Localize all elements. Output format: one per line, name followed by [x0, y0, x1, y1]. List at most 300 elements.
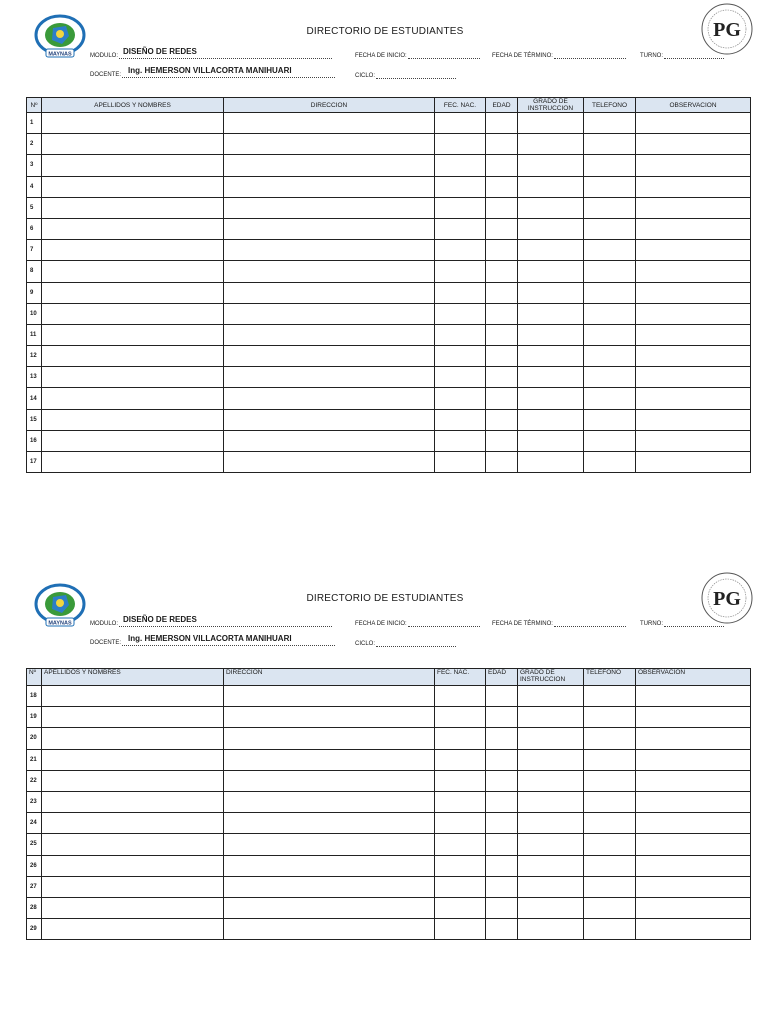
- col-header-observation: OBSERVACION: [636, 669, 751, 686]
- table-cell[interactable]: [486, 707, 518, 728]
- row-number: 15: [27, 409, 42, 430]
- table-row: [27, 197, 751, 218]
- table-cell[interactable]: [42, 813, 224, 834]
- table-cell[interactable]: [224, 452, 435, 473]
- table-cell[interactable]: [518, 791, 584, 812]
- table-cell[interactable]: [42, 346, 224, 367]
- table-cell[interactable]: [224, 324, 435, 345]
- table-cell[interactable]: [636, 155, 751, 176]
- table-cell[interactable]: [42, 897, 224, 918]
- table-cell[interactable]: [518, 367, 584, 388]
- table-cell[interactable]: [518, 897, 584, 918]
- table-cell[interactable]: [584, 240, 636, 261]
- table-row: [27, 749, 751, 770]
- svg-text:MAYNAS: MAYNAS: [48, 620, 72, 627]
- col-header-education: GRADO DE INSTRUCCION: [518, 669, 584, 686]
- col-header-age: EDAD: [486, 669, 518, 686]
- table-cell[interactable]: [224, 261, 435, 282]
- table-cell[interactable]: [636, 282, 751, 303]
- row-number: 18: [27, 686, 42, 707]
- table-cell[interactable]: [224, 197, 435, 218]
- col-header-names: APELLIDOS Y NOMBRES: [42, 669, 224, 686]
- table-cell[interactable]: [42, 855, 224, 876]
- table-cell[interactable]: [224, 430, 435, 451]
- col-header-phone: TELEFONO: [584, 669, 636, 686]
- row-number: 6: [27, 218, 42, 239]
- docente-field: [90, 634, 335, 646]
- table-cell[interactable]: [636, 834, 751, 855]
- table-cell[interactable]: [518, 282, 584, 303]
- table-cell[interactable]: [224, 155, 435, 176]
- table-cell[interactable]: [224, 113, 435, 134]
- table-row: [27, 113, 751, 134]
- table-cell[interactable]: [584, 113, 636, 134]
- table-row: [27, 261, 751, 282]
- table-cell[interactable]: [584, 197, 636, 218]
- table-cell[interactable]: [435, 791, 486, 812]
- table-cell[interactable]: [518, 197, 584, 218]
- table-cell[interactable]: [584, 134, 636, 155]
- col-header-birthdate: FEC. NAC.: [435, 669, 486, 686]
- docente-label: DOCENTE:: [90, 72, 122, 78]
- table-cell[interactable]: [435, 897, 486, 918]
- table-cell[interactable]: [584, 261, 636, 282]
- table-row: [27, 282, 751, 303]
- table-cell[interactable]: [224, 176, 435, 197]
- table-cell[interactable]: [636, 855, 751, 876]
- table-row: [27, 728, 751, 749]
- table-cell[interactable]: [435, 770, 486, 791]
- table-cell[interactable]: [636, 707, 751, 728]
- table-cell[interactable]: [224, 855, 435, 876]
- table-cell[interactable]: [584, 452, 636, 473]
- table-cell[interactable]: [486, 367, 518, 388]
- table-cell[interactable]: [486, 388, 518, 409]
- table-cell[interactable]: [486, 113, 518, 134]
- table-header-row: [27, 669, 751, 686]
- table-row: [27, 430, 751, 451]
- table-cell[interactable]: [584, 749, 636, 770]
- table-cell[interactable]: [636, 324, 751, 345]
- table-cell[interactable]: [636, 346, 751, 367]
- table-cell[interactable]: [518, 303, 584, 324]
- table-cell[interactable]: [636, 218, 751, 239]
- table-cell[interactable]: [486, 855, 518, 876]
- table-cell[interactable]: [518, 261, 584, 282]
- table-cell[interactable]: [486, 155, 518, 176]
- col-header-address: DIRECCION: [224, 98, 435, 113]
- table-cell[interactable]: [224, 367, 435, 388]
- turno-field: [640, 52, 724, 59]
- table-cell[interactable]: [224, 686, 435, 707]
- table-cell[interactable]: [486, 282, 518, 303]
- table-cell[interactable]: [584, 346, 636, 367]
- table-cell[interactable]: [42, 430, 224, 451]
- table-cell[interactable]: [584, 388, 636, 409]
- table-cell[interactable]: [224, 834, 435, 855]
- row-number: 13: [27, 367, 42, 388]
- table-cell[interactable]: [486, 919, 518, 940]
- turno-label: TURNO:: [640, 53, 663, 59]
- table-cell[interactable]: [486, 197, 518, 218]
- row-number: 17: [27, 452, 42, 473]
- table-cell[interactable]: [42, 367, 224, 388]
- table-cell[interactable]: [518, 155, 584, 176]
- table-cell[interactable]: [224, 876, 435, 897]
- table-cell[interactable]: [518, 240, 584, 261]
- table-cell[interactable]: [42, 155, 224, 176]
- fecha-termino-field: [492, 52, 626, 59]
- table-cell[interactable]: [224, 749, 435, 770]
- row-number: 4: [27, 176, 42, 197]
- table-cell[interactable]: [584, 876, 636, 897]
- table-cell[interactable]: [486, 303, 518, 324]
- table-cell[interactable]: [636, 770, 751, 791]
- ciclo-field: [355, 640, 456, 647]
- table-cell[interactable]: [518, 388, 584, 409]
- table-cell[interactable]: [636, 176, 751, 197]
- table-cell[interactable]: [584, 791, 636, 812]
- table-cell[interactable]: [486, 813, 518, 834]
- table-cell[interactable]: [518, 346, 584, 367]
- table-cell[interactable]: [584, 303, 636, 324]
- ciclo-label: CICLO:: [355, 641, 376, 647]
- table-cell[interactable]: [518, 749, 584, 770]
- turno-label: TURNO:: [640, 621, 663, 627]
- table-cell[interactable]: [518, 176, 584, 197]
- table-cell[interactable]: [486, 876, 518, 897]
- students-table: [26, 97, 751, 473]
- table-header-row: [27, 98, 751, 113]
- table-cell[interactable]: [42, 324, 224, 345]
- table-cell[interactable]: [486, 749, 518, 770]
- table-cell[interactable]: [636, 876, 751, 897]
- table-cell[interactable]: [224, 346, 435, 367]
- table-cell[interactable]: [518, 770, 584, 791]
- table-cell[interactable]: [42, 876, 224, 897]
- table-cell[interactable]: [486, 791, 518, 812]
- fecha-inicio-field: [355, 52, 480, 59]
- table-row: [27, 686, 751, 707]
- table-row: [27, 176, 751, 197]
- table-cell[interactable]: [584, 834, 636, 855]
- table-cell[interactable]: [224, 770, 435, 791]
- table-cell[interactable]: [486, 770, 518, 791]
- table-cell[interactable]: [224, 388, 435, 409]
- table-cell[interactable]: [42, 134, 224, 155]
- row-number: 1: [27, 113, 42, 134]
- table-cell[interactable]: [224, 897, 435, 918]
- table-cell[interactable]: [42, 409, 224, 430]
- table-cell[interactable]: [518, 834, 584, 855]
- table-cell[interactable]: [435, 749, 486, 770]
- table-cell[interactable]: [435, 686, 486, 707]
- table-cell[interactable]: [636, 791, 751, 812]
- table-cell[interactable]: [584, 897, 636, 918]
- table-cell[interactable]: [435, 346, 486, 367]
- docente-field: [90, 66, 335, 78]
- modulo-label: MODULO:: [90, 621, 119, 627]
- row-number: 3: [27, 155, 42, 176]
- table-cell[interactable]: [435, 855, 486, 876]
- modulo-label: MODULO:: [90, 53, 119, 59]
- table-cell[interactable]: [435, 813, 486, 834]
- table-cell[interactable]: [584, 155, 636, 176]
- row-number: 10: [27, 303, 42, 324]
- table-row: [27, 240, 751, 261]
- table-cell[interactable]: [486, 324, 518, 345]
- row-number: 16: [27, 430, 42, 451]
- table-row: [27, 134, 751, 155]
- table-cell[interactable]: [584, 367, 636, 388]
- table-cell[interactable]: [435, 155, 486, 176]
- table-cell[interactable]: [486, 409, 518, 430]
- school-logo-icon: [33, 14, 87, 60]
- table-cell[interactable]: [224, 919, 435, 940]
- table-cell[interactable]: [42, 749, 224, 770]
- row-number: 26: [27, 855, 42, 876]
- table-cell[interactable]: [518, 409, 584, 430]
- table-cell[interactable]: [636, 452, 751, 473]
- table-cell[interactable]: [584, 728, 636, 749]
- table-cell[interactable]: [435, 324, 486, 345]
- table-cell[interactable]: [636, 409, 751, 430]
- table-cell[interactable]: [224, 240, 435, 261]
- table-row: [27, 876, 751, 897]
- table-cell[interactable]: [636, 303, 751, 324]
- table-cell[interactable]: [636, 430, 751, 451]
- table-cell[interactable]: [42, 686, 224, 707]
- table-cell[interactable]: [518, 728, 584, 749]
- table-cell[interactable]: [584, 176, 636, 197]
- table-cell[interactable]: [486, 834, 518, 855]
- table-cell[interactable]: [584, 707, 636, 728]
- turno-field: [640, 620, 724, 627]
- school-logo-icon: [33, 583, 87, 629]
- table-cell[interactable]: [636, 813, 751, 834]
- page-title: DIRECTORIO DE ESTUDIANTES: [306, 26, 464, 37]
- table-cell[interactable]: [42, 834, 224, 855]
- table-cell[interactable]: [435, 876, 486, 897]
- table-cell[interactable]: [435, 303, 486, 324]
- row-number: 22: [27, 770, 42, 791]
- fecha-termino-label: FECHA DE TÉRMINO:: [492, 621, 553, 627]
- table-cell[interactable]: [435, 834, 486, 855]
- table-cell[interactable]: [486, 346, 518, 367]
- row-number: 19: [27, 707, 42, 728]
- table-cell[interactable]: [584, 919, 636, 940]
- table-cell[interactable]: [435, 240, 486, 261]
- row-number: 27: [27, 876, 42, 897]
- table-cell[interactable]: [435, 430, 486, 451]
- table-cell[interactable]: [518, 876, 584, 897]
- table-cell[interactable]: [636, 919, 751, 940]
- table-row: [27, 155, 751, 176]
- table-cell[interactable]: [584, 218, 636, 239]
- row-number: 5: [27, 197, 42, 218]
- table-cell[interactable]: [518, 919, 584, 940]
- table-cell[interactable]: [42, 240, 224, 261]
- table-cell[interactable]: [435, 197, 486, 218]
- docente-value: HEMERSON VILLACORTA MANIHUARI: [144, 634, 292, 643]
- table-cell[interactable]: [636, 749, 751, 770]
- svg-text:PG: PG: [713, 19, 741, 41]
- table-cell[interactable]: [584, 430, 636, 451]
- table-cell[interactable]: [486, 430, 518, 451]
- table-cell[interactable]: [518, 813, 584, 834]
- table-cell[interactable]: [584, 324, 636, 345]
- table-cell[interactable]: [224, 303, 435, 324]
- table-cell[interactable]: [224, 707, 435, 728]
- table-cell[interactable]: [584, 855, 636, 876]
- table-cell[interactable]: [435, 261, 486, 282]
- table-cell[interactable]: [486, 261, 518, 282]
- table-cell[interactable]: [435, 707, 486, 728]
- table-cell[interactable]: [224, 218, 435, 239]
- table-cell[interactable]: [42, 919, 224, 940]
- table-cell[interactable]: [435, 134, 486, 155]
- col-header-observation: OBSERVACION: [636, 98, 751, 113]
- table-cell[interactable]: [435, 367, 486, 388]
- table-cell[interactable]: [486, 176, 518, 197]
- table-row: [27, 409, 751, 430]
- table-cell[interactable]: [636, 261, 751, 282]
- table-row: [27, 834, 751, 855]
- col-header-number: Nº: [27, 669, 42, 686]
- table-cell[interactable]: [636, 728, 751, 749]
- table-cell[interactable]: [435, 218, 486, 239]
- table-cell[interactable]: [636, 134, 751, 155]
- fecha-inicio-field: [355, 620, 480, 627]
- table-cell[interactable]: [435, 282, 486, 303]
- table-cell[interactable]: [224, 282, 435, 303]
- table-row: [27, 388, 751, 409]
- table-cell[interactable]: [584, 813, 636, 834]
- docente-value: HEMERSON VILLACORTA MANIHUARI: [144, 66, 292, 75]
- table-cell[interactable]: [435, 919, 486, 940]
- table-cell[interactable]: [518, 113, 584, 134]
- table-cell[interactable]: [636, 240, 751, 261]
- row-number: 25: [27, 834, 42, 855]
- table-cell[interactable]: [42, 303, 224, 324]
- table-cell[interactable]: [224, 409, 435, 430]
- svg-text:PG: PG: [713, 588, 741, 610]
- fecha-inicio-label: FECHA DE INICIO:: [355, 53, 407, 59]
- table-cell[interactable]: [435, 728, 486, 749]
- table-cell[interactable]: [636, 686, 751, 707]
- row-number: 24: [27, 813, 42, 834]
- row-number: 23: [27, 791, 42, 812]
- row-number: 11: [27, 324, 42, 345]
- page-title: DIRECTORIO DE ESTUDIANTES: [306, 593, 464, 604]
- table-cell[interactable]: [42, 261, 224, 282]
- table-cell[interactable]: [42, 388, 224, 409]
- modulo-field: [90, 47, 332, 59]
- table-cell[interactable]: [435, 452, 486, 473]
- table-cell[interactable]: [486, 897, 518, 918]
- table-cell[interactable]: [518, 430, 584, 451]
- table-cell[interactable]: [486, 134, 518, 155]
- table-row: [27, 897, 751, 918]
- table-cell[interactable]: [224, 791, 435, 812]
- table-cell[interactable]: [518, 452, 584, 473]
- table-cell[interactable]: [584, 686, 636, 707]
- table-cell[interactable]: [224, 813, 435, 834]
- table-cell[interactable]: [518, 686, 584, 707]
- table-cell[interactable]: [584, 282, 636, 303]
- table-cell[interactable]: [435, 409, 486, 430]
- table-cell[interactable]: [42, 113, 224, 134]
- col-header-phone: TELEFONO: [584, 98, 636, 113]
- row-number: 12: [27, 346, 42, 367]
- table-cell[interactable]: [636, 897, 751, 918]
- row-number: 9: [27, 282, 42, 303]
- row-number: 14: [27, 388, 42, 409]
- table-cell[interactable]: [486, 240, 518, 261]
- row-number: 29: [27, 919, 42, 940]
- table-cell[interactable]: [636, 113, 751, 134]
- table-cell[interactable]: [636, 367, 751, 388]
- table-cell[interactable]: [584, 770, 636, 791]
- table-cell[interactable]: [518, 218, 584, 239]
- row-number: 2: [27, 134, 42, 155]
- table-cell[interactable]: [224, 134, 435, 155]
- table-cell[interactable]: [518, 707, 584, 728]
- table-cell[interactable]: [42, 282, 224, 303]
- row-number: 21: [27, 749, 42, 770]
- table-row: [27, 919, 751, 940]
- table-cell[interactable]: [42, 176, 224, 197]
- table-cell[interactable]: [435, 176, 486, 197]
- table-row: [27, 346, 751, 367]
- table-cell[interactable]: [636, 388, 751, 409]
- table-row: [27, 855, 751, 876]
- fecha-inicio-label: FECHA DE INICIO:: [355, 621, 407, 627]
- table-cell[interactable]: [518, 134, 584, 155]
- students-table: [26, 668, 751, 940]
- modulo-field: [90, 615, 332, 627]
- table-cell[interactable]: [42, 452, 224, 473]
- table-row: [27, 218, 751, 239]
- table-cell[interactable]: [435, 113, 486, 134]
- table-cell[interactable]: [224, 728, 435, 749]
- table-cell[interactable]: [42, 218, 224, 239]
- table-cell[interactable]: [486, 452, 518, 473]
- table-cell[interactable]: [486, 728, 518, 749]
- table-cell[interactable]: [518, 855, 584, 876]
- table-cell[interactable]: [518, 324, 584, 345]
- table-row: [27, 452, 751, 473]
- table-row: [27, 770, 751, 791]
- table-cell[interactable]: [42, 707, 224, 728]
- table-cell[interactable]: [42, 197, 224, 218]
- modulo-value: DISEÑO DE REDES: [123, 615, 197, 624]
- table-cell[interactable]: [486, 686, 518, 707]
- table-cell[interactable]: [42, 791, 224, 812]
- table-cell[interactable]: [584, 409, 636, 430]
- col-header-address: DIRECCION: [224, 669, 435, 686]
- table-cell[interactable]: [486, 218, 518, 239]
- modulo-value: DISEÑO DE REDES: [123, 47, 197, 56]
- table-row: [27, 791, 751, 812]
- col-header-education: GRADO DE INSTRUCCION: [518, 98, 584, 113]
- table-cell[interactable]: [636, 197, 751, 218]
- table-cell[interactable]: [435, 388, 486, 409]
- table-cell[interactable]: [42, 770, 224, 791]
- institute-seal-icon: [700, 571, 754, 625]
- svg-text:MAYNAS: MAYNAS: [48, 51, 72, 58]
- table-cell[interactable]: [42, 728, 224, 749]
